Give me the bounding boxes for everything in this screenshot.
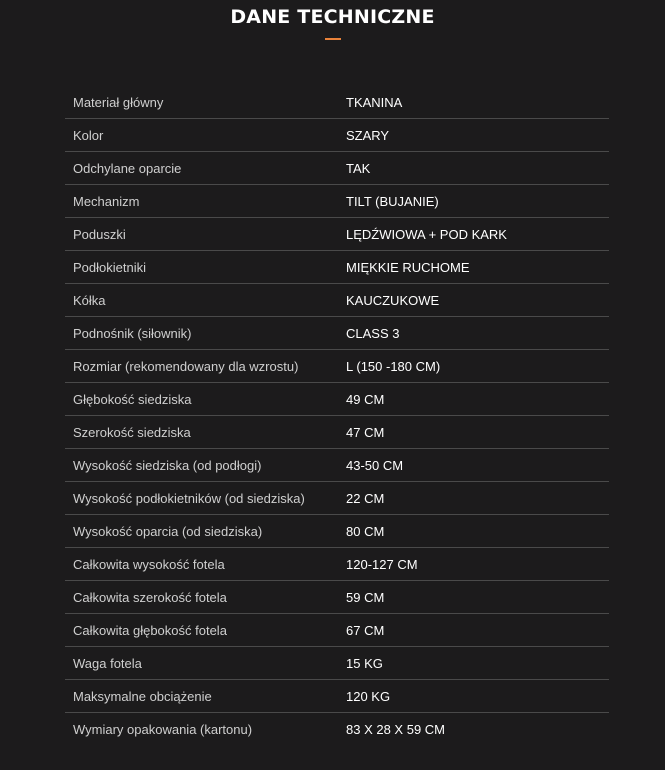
spec-row xyxy=(65,119,609,152)
spec-row xyxy=(65,515,609,548)
spec-value: LĘDŹWIOWA + POD KARK xyxy=(346,226,507,242)
spec-row xyxy=(65,449,609,482)
spec-row xyxy=(65,185,609,218)
spec-label: Szerokość siedziska xyxy=(73,424,191,440)
title-accent-underline xyxy=(325,38,341,40)
spec-value: TILT (BUJANIE) xyxy=(346,193,439,209)
spec-label: Głębokość siedziska xyxy=(73,391,192,407)
spec-value: 49 CM xyxy=(346,391,385,407)
spec-label: Rozmiar (rekomendowany dla wzrostu) xyxy=(73,358,299,374)
spec-label: Wysokość oparcia (od siedziska) xyxy=(73,523,263,539)
spec-value: 67 CM xyxy=(346,622,385,638)
spec-value: KAUCZUKOWE xyxy=(346,292,440,308)
section-header xyxy=(0,0,665,40)
spec-value: 120-127 CM xyxy=(346,556,418,572)
spec-row xyxy=(65,383,609,416)
spec-value: SZARY xyxy=(346,127,390,143)
spec-label: Kółka xyxy=(73,292,106,308)
spec-row xyxy=(65,680,609,713)
spec-label: Wymiary opakowania (kartonu) xyxy=(73,722,253,737)
spec-label: Poduszki xyxy=(73,226,126,242)
spec-label: Wysokość podłokietników (od siedziska) xyxy=(73,490,305,506)
spec-row xyxy=(65,86,609,119)
spec-label: Materiał główny xyxy=(73,94,164,110)
spec-row xyxy=(65,152,609,185)
spec-row xyxy=(65,614,609,647)
spec-row xyxy=(65,416,609,449)
spec-value: CLASS 3 xyxy=(346,325,400,341)
spec-label: Waga fotela xyxy=(73,655,142,671)
spec-label: Wysokość siedziska (od podłogi) xyxy=(73,457,262,473)
spec-row xyxy=(65,548,609,581)
spec-value: TKANINA xyxy=(346,94,403,110)
spec-row xyxy=(65,350,609,383)
spec-label: Całkowita wysokość fotela xyxy=(73,556,225,572)
spec-label: Maksymalne obciążenie xyxy=(73,688,212,704)
spec-row xyxy=(65,317,609,350)
spec-row xyxy=(65,284,609,317)
spec-label: Kolor xyxy=(73,127,104,143)
spec-row xyxy=(65,251,609,284)
spec-row xyxy=(65,218,609,251)
spec-row xyxy=(65,581,609,614)
spec-label: Mechanizm xyxy=(73,193,140,209)
spec-value: TAK xyxy=(346,160,371,176)
spec-label: Podnośnik (siłownik) xyxy=(73,325,192,341)
section-title: DANE TECHNICZNE xyxy=(230,6,435,28)
spec-table xyxy=(65,86,609,746)
spec-value: 47 CM xyxy=(346,424,385,440)
spec-value: 22 CM xyxy=(346,490,385,506)
spec-label: Podłokietniki xyxy=(73,259,146,275)
spec-label: Całkowita szerokość fotela xyxy=(73,589,227,605)
spec-value: MIĘKKIE RUCHOME xyxy=(346,259,470,275)
spec-label: Odchylane oparcie xyxy=(73,160,182,176)
spec-row xyxy=(65,647,609,680)
spec-value: 15 KG xyxy=(346,655,383,671)
spec-row xyxy=(65,482,609,515)
spec-value: 120 KG xyxy=(346,688,391,704)
spec-row xyxy=(65,713,609,746)
spec-value: L (150 -180 CM) xyxy=(346,358,441,374)
spec-value: 80 CM xyxy=(346,523,385,539)
spec-value: 43-50 CM xyxy=(346,457,404,473)
spec-value: 59 CM xyxy=(346,589,385,605)
spec-label: Całkowita głębokość fotela xyxy=(73,622,227,638)
spec-value: 83 X 28 X 59 CM xyxy=(346,722,445,737)
